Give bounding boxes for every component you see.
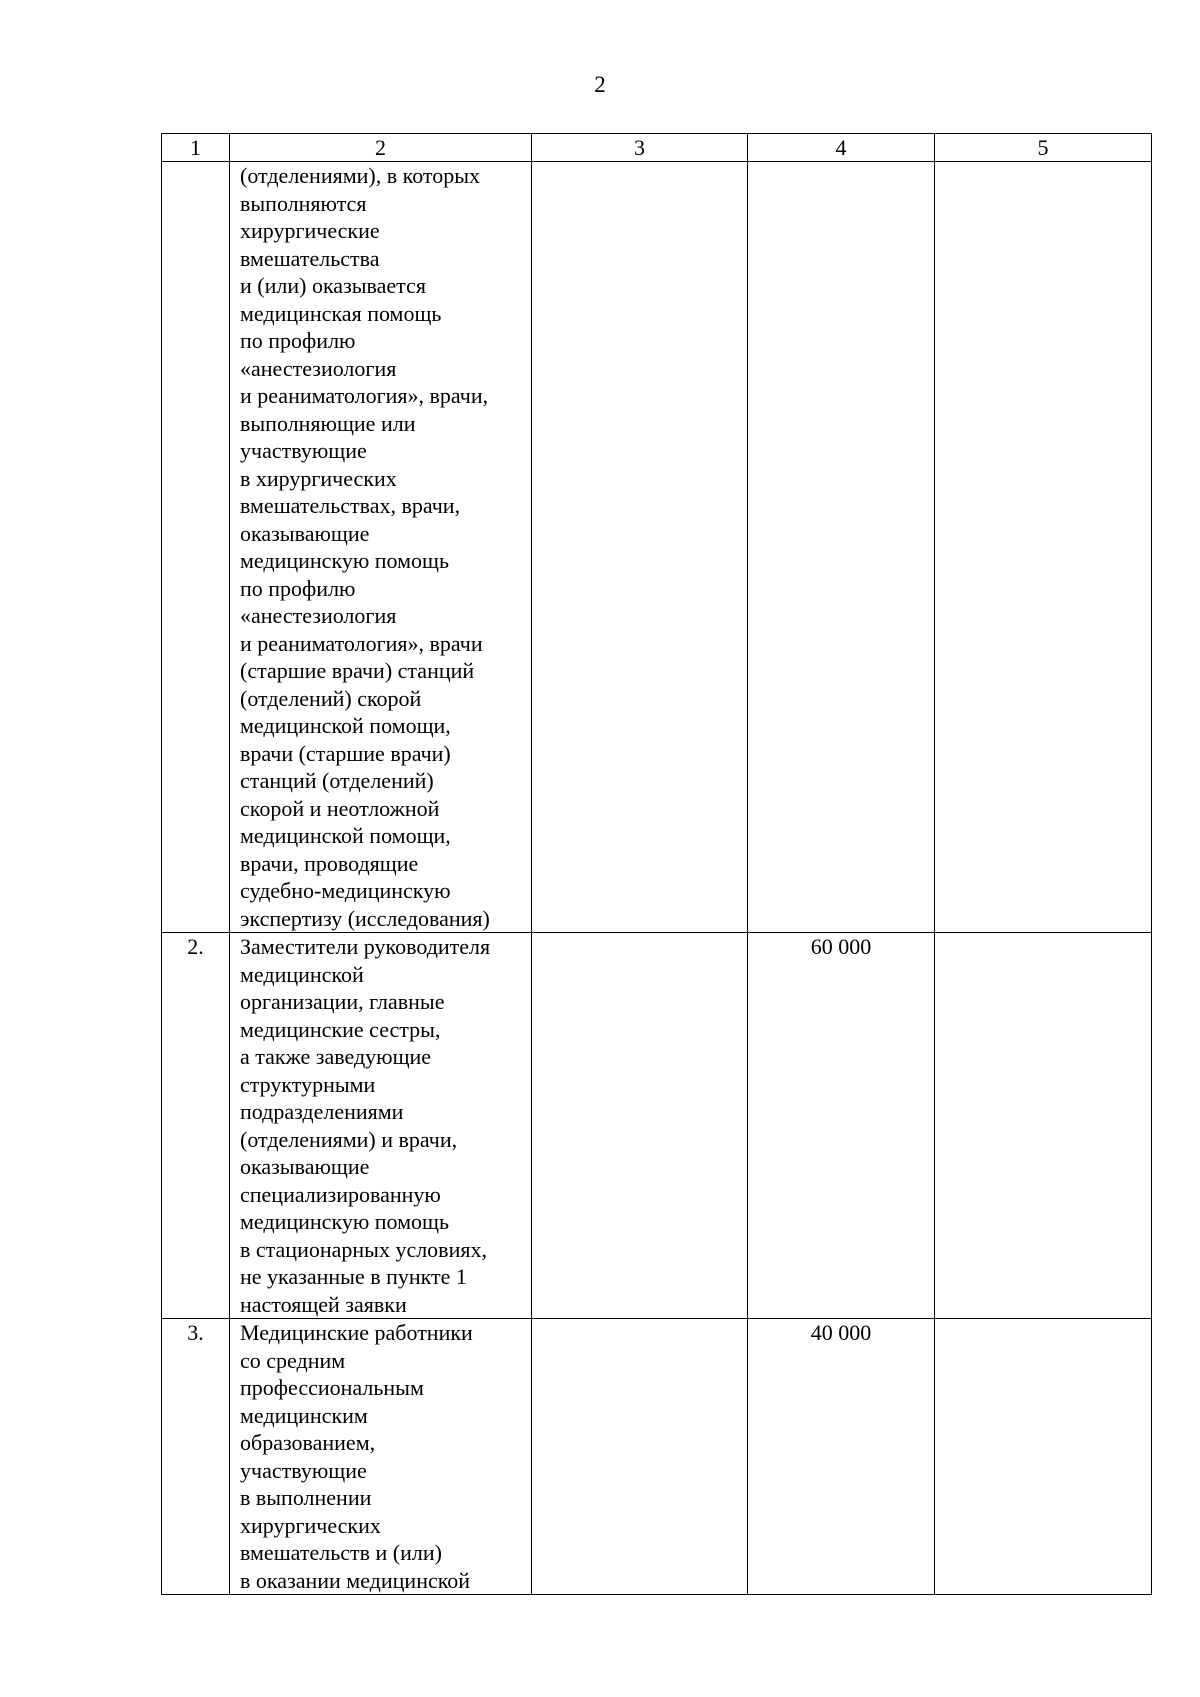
description-line: Заместители руководителя — [240, 934, 491, 959]
column-3-cell — [532, 162, 748, 933]
column-header: 4 — [748, 134, 935, 162]
amount-cell: 40 000 — [748, 1319, 935, 1595]
row-number — [162, 162, 230, 933]
description-line: организации, главные — [240, 989, 445, 1014]
description-line: скорой и неотложной — [240, 795, 440, 821]
column-3-cell — [532, 1319, 748, 1595]
table-header-row — [162, 134, 1152, 162]
document-table — [161, 133, 1152, 1595]
description-line: медицинским — [240, 1402, 368, 1428]
row-number: 3. — [162, 1319, 230, 1595]
description-line: медицинской — [240, 961, 364, 987]
column-header: 5 — [935, 134, 1152, 162]
row-description — [230, 162, 532, 933]
column-header: 3 — [532, 134, 748, 162]
description-line: образованием, — [240, 1430, 376, 1455]
description-line: в оказании медицинской — [240, 1567, 471, 1593]
description-line: медицинские сестры, — [240, 1016, 441, 1042]
column-3-cell — [532, 933, 748, 1319]
column-5-cell — [935, 1319, 1152, 1595]
column-5-cell — [935, 162, 1152, 933]
description-line: станций (отделений) — [240, 768, 434, 793]
description-line: врачи, проводящие — [240, 850, 419, 876]
description-line: в стационарных условиях, — [240, 1236, 487, 1262]
column-header: 1 — [162, 134, 230, 162]
description-line: по профилю — [240, 575, 356, 601]
description-line: вмешательства — [240, 245, 380, 271]
description-line: оказывающие — [240, 1154, 370, 1179]
table-row — [162, 1319, 1152, 1595]
description-line: «анестезиология — [240, 603, 397, 628]
description-line: и реаниматология», врачи, — [240, 383, 489, 408]
row-description — [230, 933, 532, 1319]
description-line: (отделениями) и врачи, — [240, 1126, 458, 1152]
description-line: в хирургических — [240, 465, 397, 491]
description-line: и (или) оказывается — [240, 273, 426, 298]
description-line: настоящей заявки — [240, 1291, 407, 1317]
description-line: и реаниматология», врачи — [240, 630, 483, 656]
description-line: медицинской помощи, — [240, 823, 451, 848]
table-row — [162, 162, 1152, 933]
description-line: подразделениями — [240, 1099, 404, 1124]
description-line: в выполнении — [240, 1485, 372, 1510]
page-number: 2 — [594, 72, 606, 97]
description-line: участвующие — [240, 438, 367, 463]
description-line: медицинскую помощь — [240, 1209, 450, 1234]
description-line: (отделений) скорой — [240, 685, 422, 711]
description-line: оказывающие — [240, 520, 370, 546]
description-line: профессиональным — [240, 1375, 424, 1400]
description-line: по профилю — [240, 328, 356, 353]
description-line: а также заведующие — [240, 1044, 432, 1069]
description-line: врачи (старшие врачи) — [240, 740, 451, 766]
description-line: специализированную — [240, 1181, 441, 1207]
description-line: структурными — [240, 1071, 376, 1097]
column-header: 2 — [230, 134, 532, 162]
description-line: со средним — [240, 1347, 346, 1373]
description-line: вмешательств и (или) — [240, 1540, 442, 1565]
table-body — [162, 162, 1152, 1595]
amount-cell — [748, 162, 935, 933]
amount-cell: 60 000 — [748, 933, 935, 1319]
column-5-cell — [935, 933, 1152, 1319]
description-line: хирургические — [240, 218, 380, 243]
description-line: не указанные в пункте 1 — [240, 1264, 467, 1289]
description-line: хирургических — [240, 1512, 381, 1538]
table-row — [162, 933, 1152, 1319]
description-line: медицинской помощи, — [240, 713, 451, 738]
description-line: Медицинские работники — [240, 1320, 473, 1345]
description-line: (старшие врачи) станций — [240, 658, 475, 683]
description-line: вмешательствах, врачи, — [240, 493, 461, 518]
description-line: судебно-медицинскую — [240, 878, 451, 903]
description-line: медицинская помощь — [240, 300, 442, 326]
description-line: выполняющие или — [240, 410, 416, 436]
row-description — [230, 1319, 532, 1595]
description-line: (отделениями), в которых — [240, 163, 481, 188]
description-line: экспертизу (исследования) — [240, 905, 490, 931]
row-number: 2. — [162, 933, 230, 1319]
description-line: участвующие — [240, 1457, 367, 1483]
description-line: выполняются — [240, 190, 367, 216]
description-line: медицинскую помощь — [240, 548, 450, 573]
description-line: «анестезиология — [240, 355, 397, 381]
